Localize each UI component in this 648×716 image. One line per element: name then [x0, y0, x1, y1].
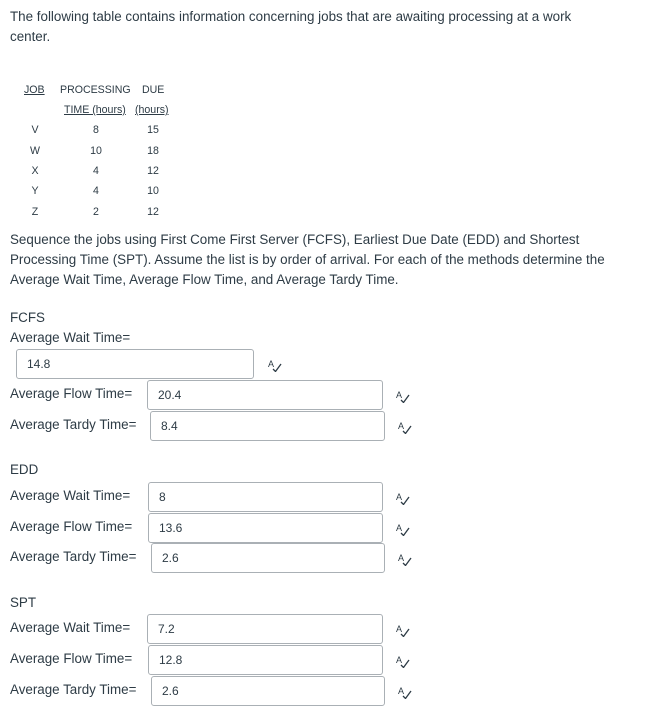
section-title-fcfs: FCFS [10, 310, 45, 325]
header-due: DUE [142, 84, 165, 96]
spt-flow-input[interactable] [148, 645, 383, 675]
spt-tardy-input[interactable] [151, 676, 385, 706]
spt-flow-label: Average Flow Time= [10, 651, 133, 666]
spellcheck-icon[interactable] [268, 358, 282, 372]
spt-wait-label: Average Wait Time= [10, 620, 131, 635]
spellcheck-icon[interactable] [398, 685, 412, 699]
table-row-due: 18 [147, 145, 159, 157]
spellcheck-icon[interactable] [398, 552, 412, 566]
spt-tardy-label: Average Tardy Time= [10, 682, 137, 697]
edd-tardy-label: Average Tardy Time= [10, 549, 137, 564]
table-row-time: 8 [93, 124, 99, 136]
spellcheck-icon[interactable] [396, 491, 410, 505]
svg-text:A: A [398, 421, 405, 431]
table-row-job: Z [31, 206, 39, 218]
table-row-due: 12 [147, 165, 159, 177]
header-processing: PROCESSING [60, 84, 131, 96]
edd-wait-label: Average Wait Time= [10, 488, 131, 503]
fcfs-flow-label: Average Flow Time= [10, 386, 133, 401]
svg-text:A: A [398, 686, 405, 696]
spellcheck-icon[interactable] [398, 420, 412, 434]
svg-text:A: A [396, 655, 403, 665]
svg-text:A: A [396, 523, 403, 533]
svg-text:A: A [396, 390, 403, 400]
svg-text:A: A [396, 492, 403, 502]
spellcheck-icon[interactable] [396, 389, 410, 403]
table-row-time: 4 [93, 185, 99, 197]
section-title-edd: EDD [10, 462, 39, 477]
spt-wait-input[interactable] [147, 614, 383, 644]
table-row-job: W [30, 145, 40, 157]
table-row-due: 12 [147, 206, 159, 218]
table-row-job: X [31, 165, 39, 177]
edd-tardy-input[interactable] [151, 543, 385, 573]
svg-text:A: A [268, 359, 275, 369]
table-row-due: 10 [147, 185, 159, 197]
edd-flow-input[interactable] [148, 513, 383, 543]
spellcheck-icon[interactable] [396, 623, 410, 637]
header-due-hours: (hours) [135, 104, 169, 116]
svg-text:A: A [396, 624, 403, 634]
spellcheck-icon[interactable] [396, 522, 410, 536]
edd-flow-label: Average Flow Time= [10, 519, 133, 534]
header-time-hours: TIME (hours) [64, 104, 126, 116]
table-row-time: 10 [90, 145, 102, 157]
fcfs-wait-input[interactable] [16, 349, 254, 379]
fcfs-wait-label: Average Wait Time= [10, 330, 131, 345]
instructions-text: Sequence the jobs using First Come First Server (FCFS), Earliest Due Date (EDD) and Shortest Processing Time (SPT). Assume the list is by order of arrival. For each of the methods determine the Average Wait Time, Average Flow Time, and Average Tardy Time. [10, 232, 605, 287]
table-row-time: 2 [93, 206, 99, 218]
fcfs-tardy-label: Average Tardy Time= [10, 417, 137, 432]
section-title-spt: SPT [10, 595, 37, 610]
header-job: JOB [24, 84, 45, 96]
intro-text: The following table contains information concerning jobs that are awaiting processing at a work center. [10, 9, 572, 44]
edd-wait-input[interactable] [148, 482, 383, 512]
table-row-due: 15 [147, 124, 159, 136]
table-row-job: Y [31, 185, 39, 197]
spellcheck-icon[interactable] [396, 654, 410, 668]
jobs-table [0, 0, 648, 230]
fcfs-flow-input[interactable] [147, 380, 383, 410]
fcfs-tardy-input[interactable] [150, 411, 385, 441]
table-row-time: 4 [93, 165, 99, 177]
table-row-job: V [31, 124, 39, 136]
svg-text:A: A [398, 553, 405, 563]
